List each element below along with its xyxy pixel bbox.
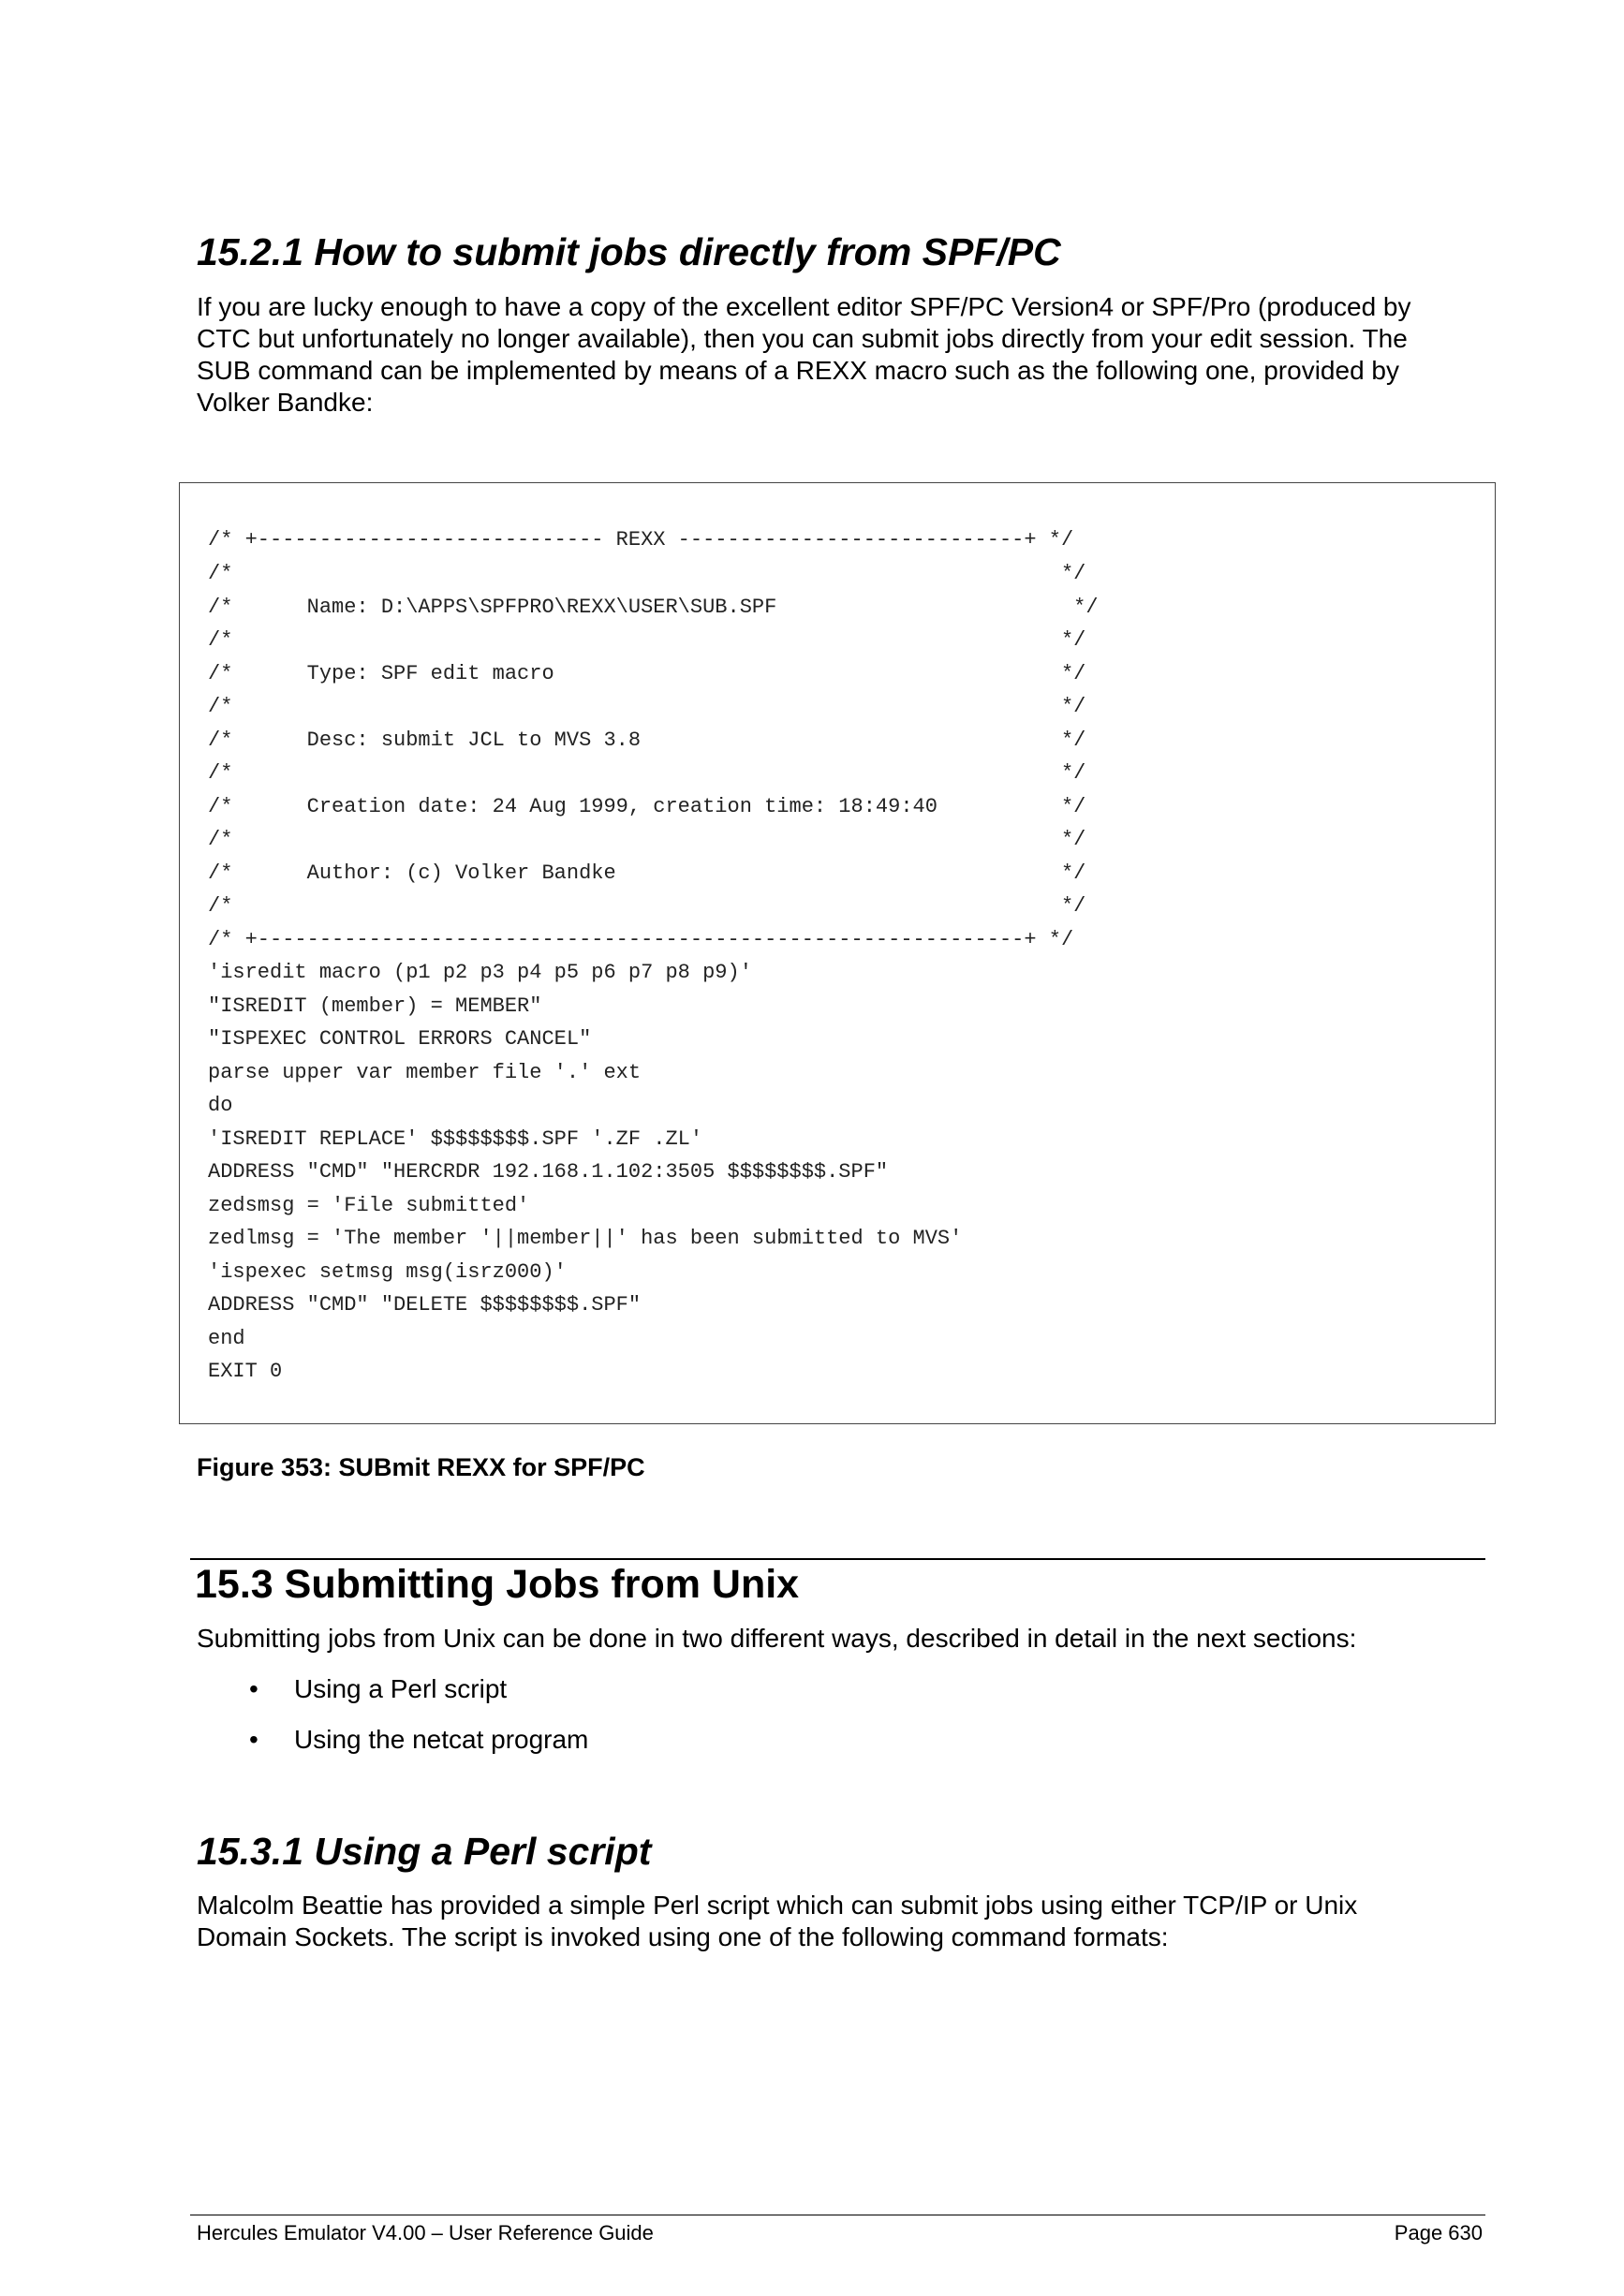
- code-line: /* +---------------------------- REXX ----------------------------+ */: [208, 528, 1074, 552]
- section-divider: [190, 1558, 1485, 1560]
- bullet-item: Using the netcat program: [294, 1725, 589, 1754]
- code-line: parse upper var member file '.' ext: [208, 1060, 642, 1084]
- code-line: /* Type: SPF edit macro */: [208, 661, 1086, 685]
- bullet-icon: •: [249, 1725, 258, 1754]
- code-line: end: [208, 1326, 245, 1350]
- paragraph-line: Domain Sockets. The script is invoked using one of the following command formats:: [197, 1922, 1169, 1951]
- code-line: /* Creation date: 24 Aug 1999, creation time: 18:49:40 */: [208, 794, 1086, 818]
- paragraph-line: Malcolm Beattie has provided a simple Perl script which can submit jobs using either TCP/IP or Unix: [197, 1891, 1358, 1920]
- intro-paragraph: [197, 291, 1489, 419]
- paragraph-line: CTC but unfortunately no longer available), then you can submit jobs directly from your edit session. The: [197, 324, 1408, 353]
- code-line: zedsmsg = 'File submitted': [208, 1193, 530, 1217]
- footer-title: Hercules Emulator V4.00 – User Reference Guide: [197, 2221, 654, 2244]
- section-heading-15-3: 15.3 Submitting Jobs from Unix: [195, 1562, 800, 1607]
- perl-paragraph: [197, 1890, 1489, 1953]
- code-line: zedlmsg = 'The member '||member||' has been submitted to MVS': [208, 1227, 963, 1250]
- bullet-item: Using a Perl script: [294, 1674, 508, 1703]
- paragraph-line: SUB command can be implemented by means of a REXX macro such as the following one, provided by: [197, 356, 1399, 385]
- code-line: /* */: [208, 562, 1086, 585]
- code-line: /* Desc: submit JCL to MVS 3.8 */: [208, 728, 1086, 752]
- section-heading-15-3-1: 15.3.1 Using a Perl script: [197, 1830, 652, 1873]
- paragraph-line: Volker Bandke:: [197, 388, 374, 417]
- code-line: 'ISREDIT REPLACE' $$$$$$$$.SPF '.ZF .ZL': [208, 1126, 703, 1151]
- code-line: /* +--------------------------------------------------------------+ */: [208, 927, 1074, 951]
- code-line: /* */: [208, 894, 1086, 918]
- code-line: 'isredit macro (p1 p2 p3 p4 p5 p6 p7 p8 p9)': [208, 961, 752, 984]
- code-line: ADDRESS "CMD" "DELETE $$$$$$$$.SPF": [208, 1293, 642, 1317]
- paragraph-line: If you are lucky enough to have a copy of the excellent editor SPF/PC Version4 or SPF/Pro (produced by: [197, 292, 1411, 321]
- code-line: /* */: [208, 828, 1086, 851]
- code-line: ADDRESS "CMD" "HERCRDR 192.168.1.102:3505 $$$$$$$$.SPF": [208, 1160, 889, 1184]
- code-line: 'ispexec setmsg msg(isrz000)': [208, 1259, 567, 1284]
- code-listing-box: [179, 482, 1496, 1424]
- code-line: /* Name: D:\APPS\SPFPRO\REXX\USER\SUB.SPF */: [208, 595, 1099, 619]
- section-heading-15-2-1: 15.2.1 How to submit jobs directly from SPF/PC: [197, 230, 1061, 273]
- unix-paragraph: Submitting jobs from Unix can be done in two different ways, described in detail in the next sections:: [197, 1624, 1357, 1653]
- code-line: do: [208, 1094, 233, 1117]
- code-line: /* */: [208, 628, 1086, 652]
- code-line: /* */: [208, 695, 1086, 718]
- bullet-icon: •: [249, 1674, 258, 1703]
- code-line: "ISPEXEC CONTROL ERRORS CANCEL": [208, 1027, 592, 1051]
- code-line: /* Author: (c) Volker Bandke */: [208, 861, 1086, 885]
- figure-caption: Figure 353: SUBmit REXX for SPF/PC: [197, 1453, 645, 1481]
- code-line: "ISREDIT (member) = MEMBER": [208, 993, 542, 1018]
- code-line: /* */: [208, 761, 1086, 785]
- page-number: Page 630: [1394, 2221, 1483, 2244]
- code-line: EXIT 0: [208, 1360, 283, 1383]
